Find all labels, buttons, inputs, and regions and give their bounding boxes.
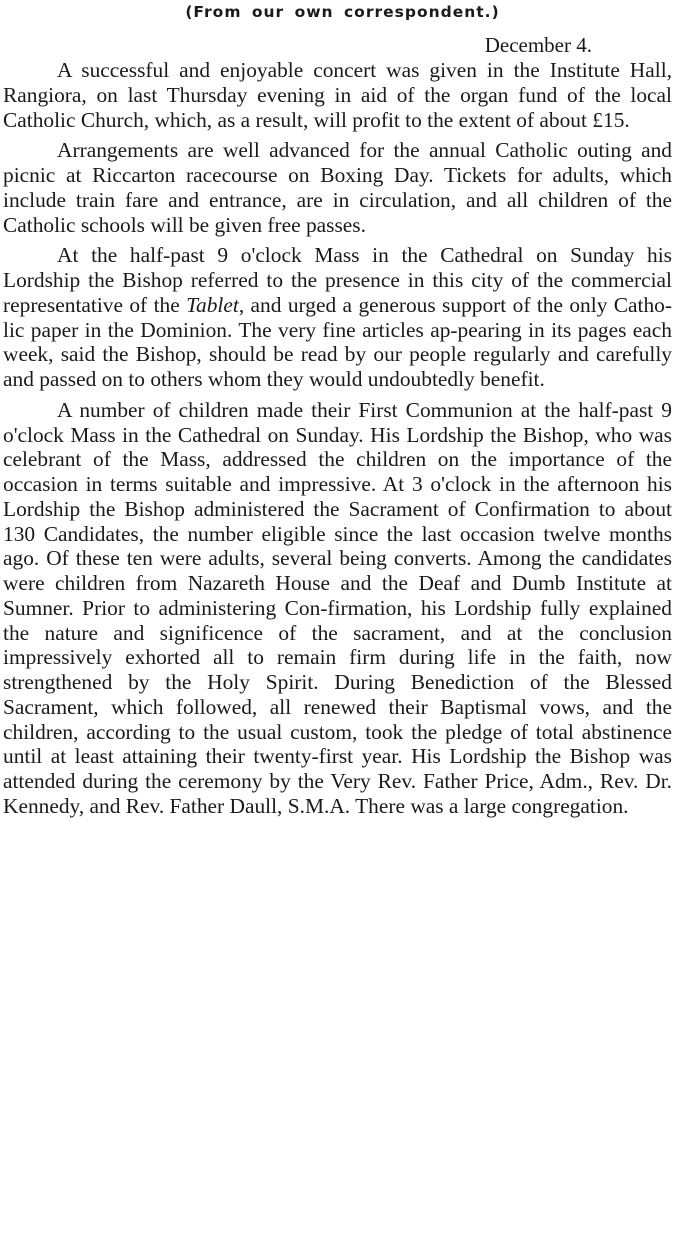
- paragraph-confirmation-text: A number of children made their First Communion at the half-past 9 o'clock Mass in the Cathedral on Sunday. His Lordship the Bishop, who was celebrant of the Mass, addressed the children on the importance of the occasion in terms suitable and impressive. At 3 o'clock in the afternoon his Lordship the Bishop administered the Sacrament of Confirmation to about 130 Candidates, the number eligible since the last occasion twelve months ago. Of these ten were adults, several being converts. Among the candidates were children from Nazareth House and the Deaf and Dumb Institute at Sumner. Prior to administering Con-firmation, his Lordship fully explained the nature and significence of the sacrament, and at the conclusion impressively exhorted all to remain firm during life in the faith, now strengthened by the Holy Spirit. During Benediction of the Blessed Sacrament, which followed, all renewed their Baptismal vows, and the children, according to the usual custom, took the pledge of total abstinence until at least attaining their twenty-first year. His Lordship the Bishop was attended during the ceremony by the Very Rev. Father Price, Adm., Rev. Dr. Kennedy, and Rev. Father Daull, S.M.A. There was a large congregation.: [3, 397, 672, 818]
- paragraph-picnic-text: Arrangements are well advanced for the annual Catholic outing and picnic at Riccarton racecourse on Boxing Day. Tickets for adults, which include train fare and entrance, are in circulation, and all children of the Catholic schools will be given free passes.: [3, 138, 672, 237]
- paragraph-concert-text: A successful and enjoyable concert was given in the Institute Hall, Rangiora, on last Thursday evening in aid of the organ fund of the local Catholic Church, which, as a result, will profit to the extent of about £15.: [3, 58, 672, 132]
- paragraph-concert: [3, 58, 672, 132]
- paragraph-tablet-text-before: At the half-past 9 o'clock Mass in the Cathedral on Sunday his Lordship the Bishop referred to the presence in this city of the commercial representative of the: [3, 243, 672, 317]
- byline: (From our own correspondent.): [185, 3, 500, 21]
- article-body: [3, 58, 672, 819]
- paragraph-tablet: [3, 243, 672, 392]
- dateline: December 4.: [484, 33, 592, 57]
- tablet-title: Tablet: [186, 292, 239, 317]
- paragraph-picnic: [3, 138, 672, 237]
- paragraph-confirmation: [3, 398, 672, 819]
- paragraph-tablet-text-after: , and urged a generous support of the only Catho-lic paper in the Dominion. The very fine articles ap-pearing in its pages each week, said the Bishop, should be read by our people regularly and carefully and passed on to others whom they would undoubtedly benefit.: [3, 292, 673, 391]
